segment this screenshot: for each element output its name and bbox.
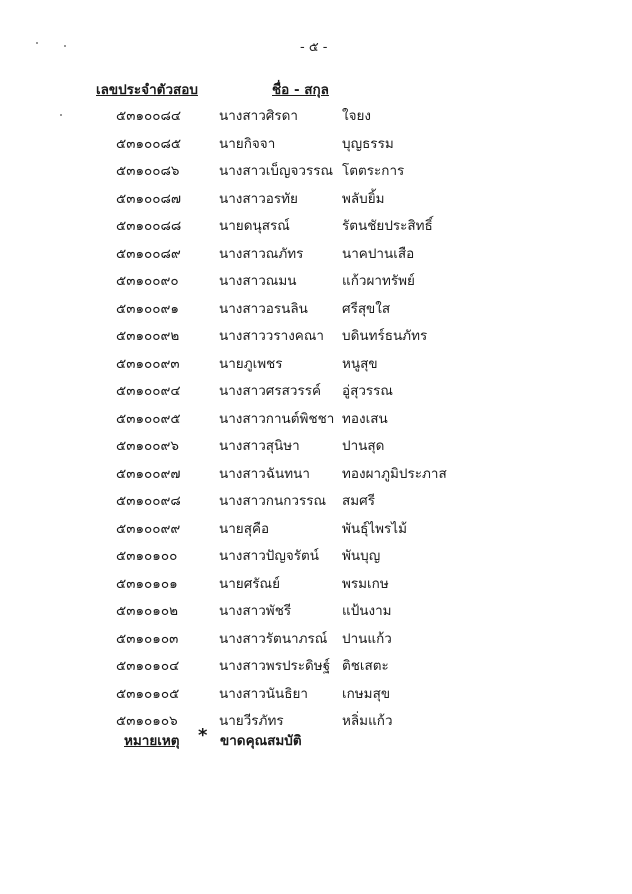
exam-id-cell: ๕๓๑๐๐๘๔ [116,108,182,124]
column-header-name: ชื่อ - สกุล [272,82,329,98]
last-name-cell: บดินทร์ธนภัทร [342,328,428,344]
first-name-cell: นางสาวอรนลิน [219,300,308,317]
exam-id-cell: ๕๓๑๐๑๐๖ [116,713,178,729]
exam-id-cell: ๕๓๑๐๐๙๒ [116,328,180,344]
exam-id-cell: ๕๓๑๐๐๙๕ [116,410,181,427]
table-row [0,572,632,600]
last-name-cell: สมศรี [342,493,375,509]
exam-id-cell: ๕๓๑๐๐๙๗ [116,465,181,482]
table-row [0,132,632,160]
table-row [0,489,632,517]
table-row [0,352,632,380]
table-row [0,682,632,710]
last-name-cell: พลับยิ้ม [342,190,385,207]
last-name-cell: หลิ่มแก้ว [342,713,393,729]
exam-id-cell: ๕๓๑๐๐๙๔ [116,383,181,399]
last-name-cell: ใจยง [342,108,372,124]
table-row [0,159,632,187]
exam-id-cell: ๕๓๑๐๐๙๖ [116,438,179,454]
exam-id-cell: ๕๓๑๐๐๙๙ [116,520,181,537]
table-row [0,599,632,627]
last-name-cell: พันธุ์ไพรไม้ [342,520,407,537]
scan-speck [60,114,62,116]
first-name-cell: นางสาวณมน [219,273,297,289]
scan-speck [36,42,38,44]
first-name-cell: นางสาววรางคณา [219,328,324,344]
last-name-cell: แป้นงาม [342,603,392,619]
page-number: - ๕ - [300,40,328,55]
exam-id-cell: ๕๓๑๐๑๐๐ [116,548,178,564]
last-name-cell: ศรีสุขใส [342,300,391,317]
exam-id-cell: ๕๓๑๐๑๐๔ [116,658,180,674]
last-name-cell: บุญธรรม [342,135,394,152]
table-row [0,324,632,352]
last-name-cell: ทองเสน [342,410,388,427]
exam-id-cell: ๕๓๑๐๐๘๖ [116,163,180,179]
first-name-cell: นางสาวนันธิยา [219,685,308,702]
last-name-cell: ทองผาภูมิประภาส [342,465,447,482]
first-name-cell: นายกิจจา [219,135,276,152]
table-row [0,214,632,242]
last-name-cell: เกษมสุข [342,685,391,702]
first-name-cell: นางสาวพัชรี [219,603,292,619]
first-name-cell: นายวีรภัทร [219,713,284,729]
exam-id-cell: ๕๓๑๐๐๙๑ [116,300,179,317]
exam-id-cell: ๕๓๑๐๐๘๕ [116,135,182,152]
table-row [0,434,632,462]
first-name-cell: นางสาวกนกวรรณ [219,493,326,509]
table-row [0,517,632,545]
first-name-cell: นายภูเพชร [219,355,283,372]
last-name-cell: รัตนชัยประสิทธิ์ [342,218,433,234]
last-name-cell: ปานแก้ว [342,630,392,647]
table-row [0,187,632,215]
table-row [0,242,632,270]
first-name-cell: นางสาวศิรดา [219,108,298,124]
first-name-cell: นายศรัณย์ [219,575,280,592]
last-name-cell: หนูสุข [342,355,378,372]
first-name-cell: นางสาวฉันทนา [219,465,310,482]
last-name-cell: พันบุญ [342,548,381,564]
first-name-cell: นางสาวรัตนาภรณ์ [219,630,328,647]
exam-id-cell: ๕๓๑๐๑๐๓ [116,630,179,647]
scan-speck [64,45,66,47]
table-row [0,709,632,737]
table-row [0,462,632,490]
last-name-cell: ติชเสตะ [342,658,389,674]
first-name-cell: นางสาวณภัทร [219,245,304,262]
exam-id-cell: ๕๓๑๐๐๘๗ [116,190,182,207]
exam-id-cell: ๕๓๑๐๐๙๓ [116,355,180,372]
exam-id-cell: ๕๓๑๐๐๘๙ [116,245,181,262]
first-name-cell: นางสาวศรสวรรค์ [219,383,321,399]
first-name-cell: นางสาวกานต์พิชชา [219,410,335,427]
first-name-cell: นายดนุสรณ์ [219,218,290,234]
candidate-list [0,104,632,737]
last-name-cell: แก้วผาทรัพย์ [342,273,415,289]
table-row [0,544,632,572]
first-name-cell: นางสาวปัญจรัตน์ [219,548,320,564]
last-name-cell: พรมเกษ [342,575,389,592]
exam-id-cell: ๕๓๑๐๐๙๘ [116,493,181,509]
first-name-cell: นางสาวเบ็ญจวรรณ [219,163,334,179]
table-row [0,297,632,325]
note-label: หมายเหตุ [124,733,180,749]
last-name-cell: ปานสุด [342,438,385,454]
exam-id-cell: ๕๓๑๐๑๐๒ [116,603,178,619]
table-row [0,269,632,297]
first-name-cell: นายสุคือ [219,520,270,537]
table-row [0,654,632,682]
exam-id-cell: ๕๓๑๐๑๐๑ [116,575,178,592]
first-name-cell: นางสาวพรประดิษฐ์ [219,658,331,674]
note-asterisk: * [198,725,208,746]
first-name-cell: นางสาวอรทัย [219,190,298,207]
column-header-exam-id: เลขประจำตัวสอบ [96,82,198,98]
table-row [0,407,632,435]
table-row [0,379,632,407]
last-name-cell: นาคปานเสือ [342,245,415,262]
table-row [0,627,632,655]
first-name-cell: นางสาวสุนิษา [219,438,300,454]
exam-id-cell: ๕๓๑๐๑๐๕ [116,685,180,702]
exam-id-cell: ๕๓๑๐๐๙๐ [116,273,179,289]
last-name-cell: โตตระการ [342,163,405,179]
last-name-cell: อู่สุวรรณ [342,383,393,399]
exam-id-cell: ๕๓๑๐๐๘๘ [116,218,182,234]
note-text: ขาดคุณสมบัติ [220,733,302,749]
table-row [0,104,632,132]
